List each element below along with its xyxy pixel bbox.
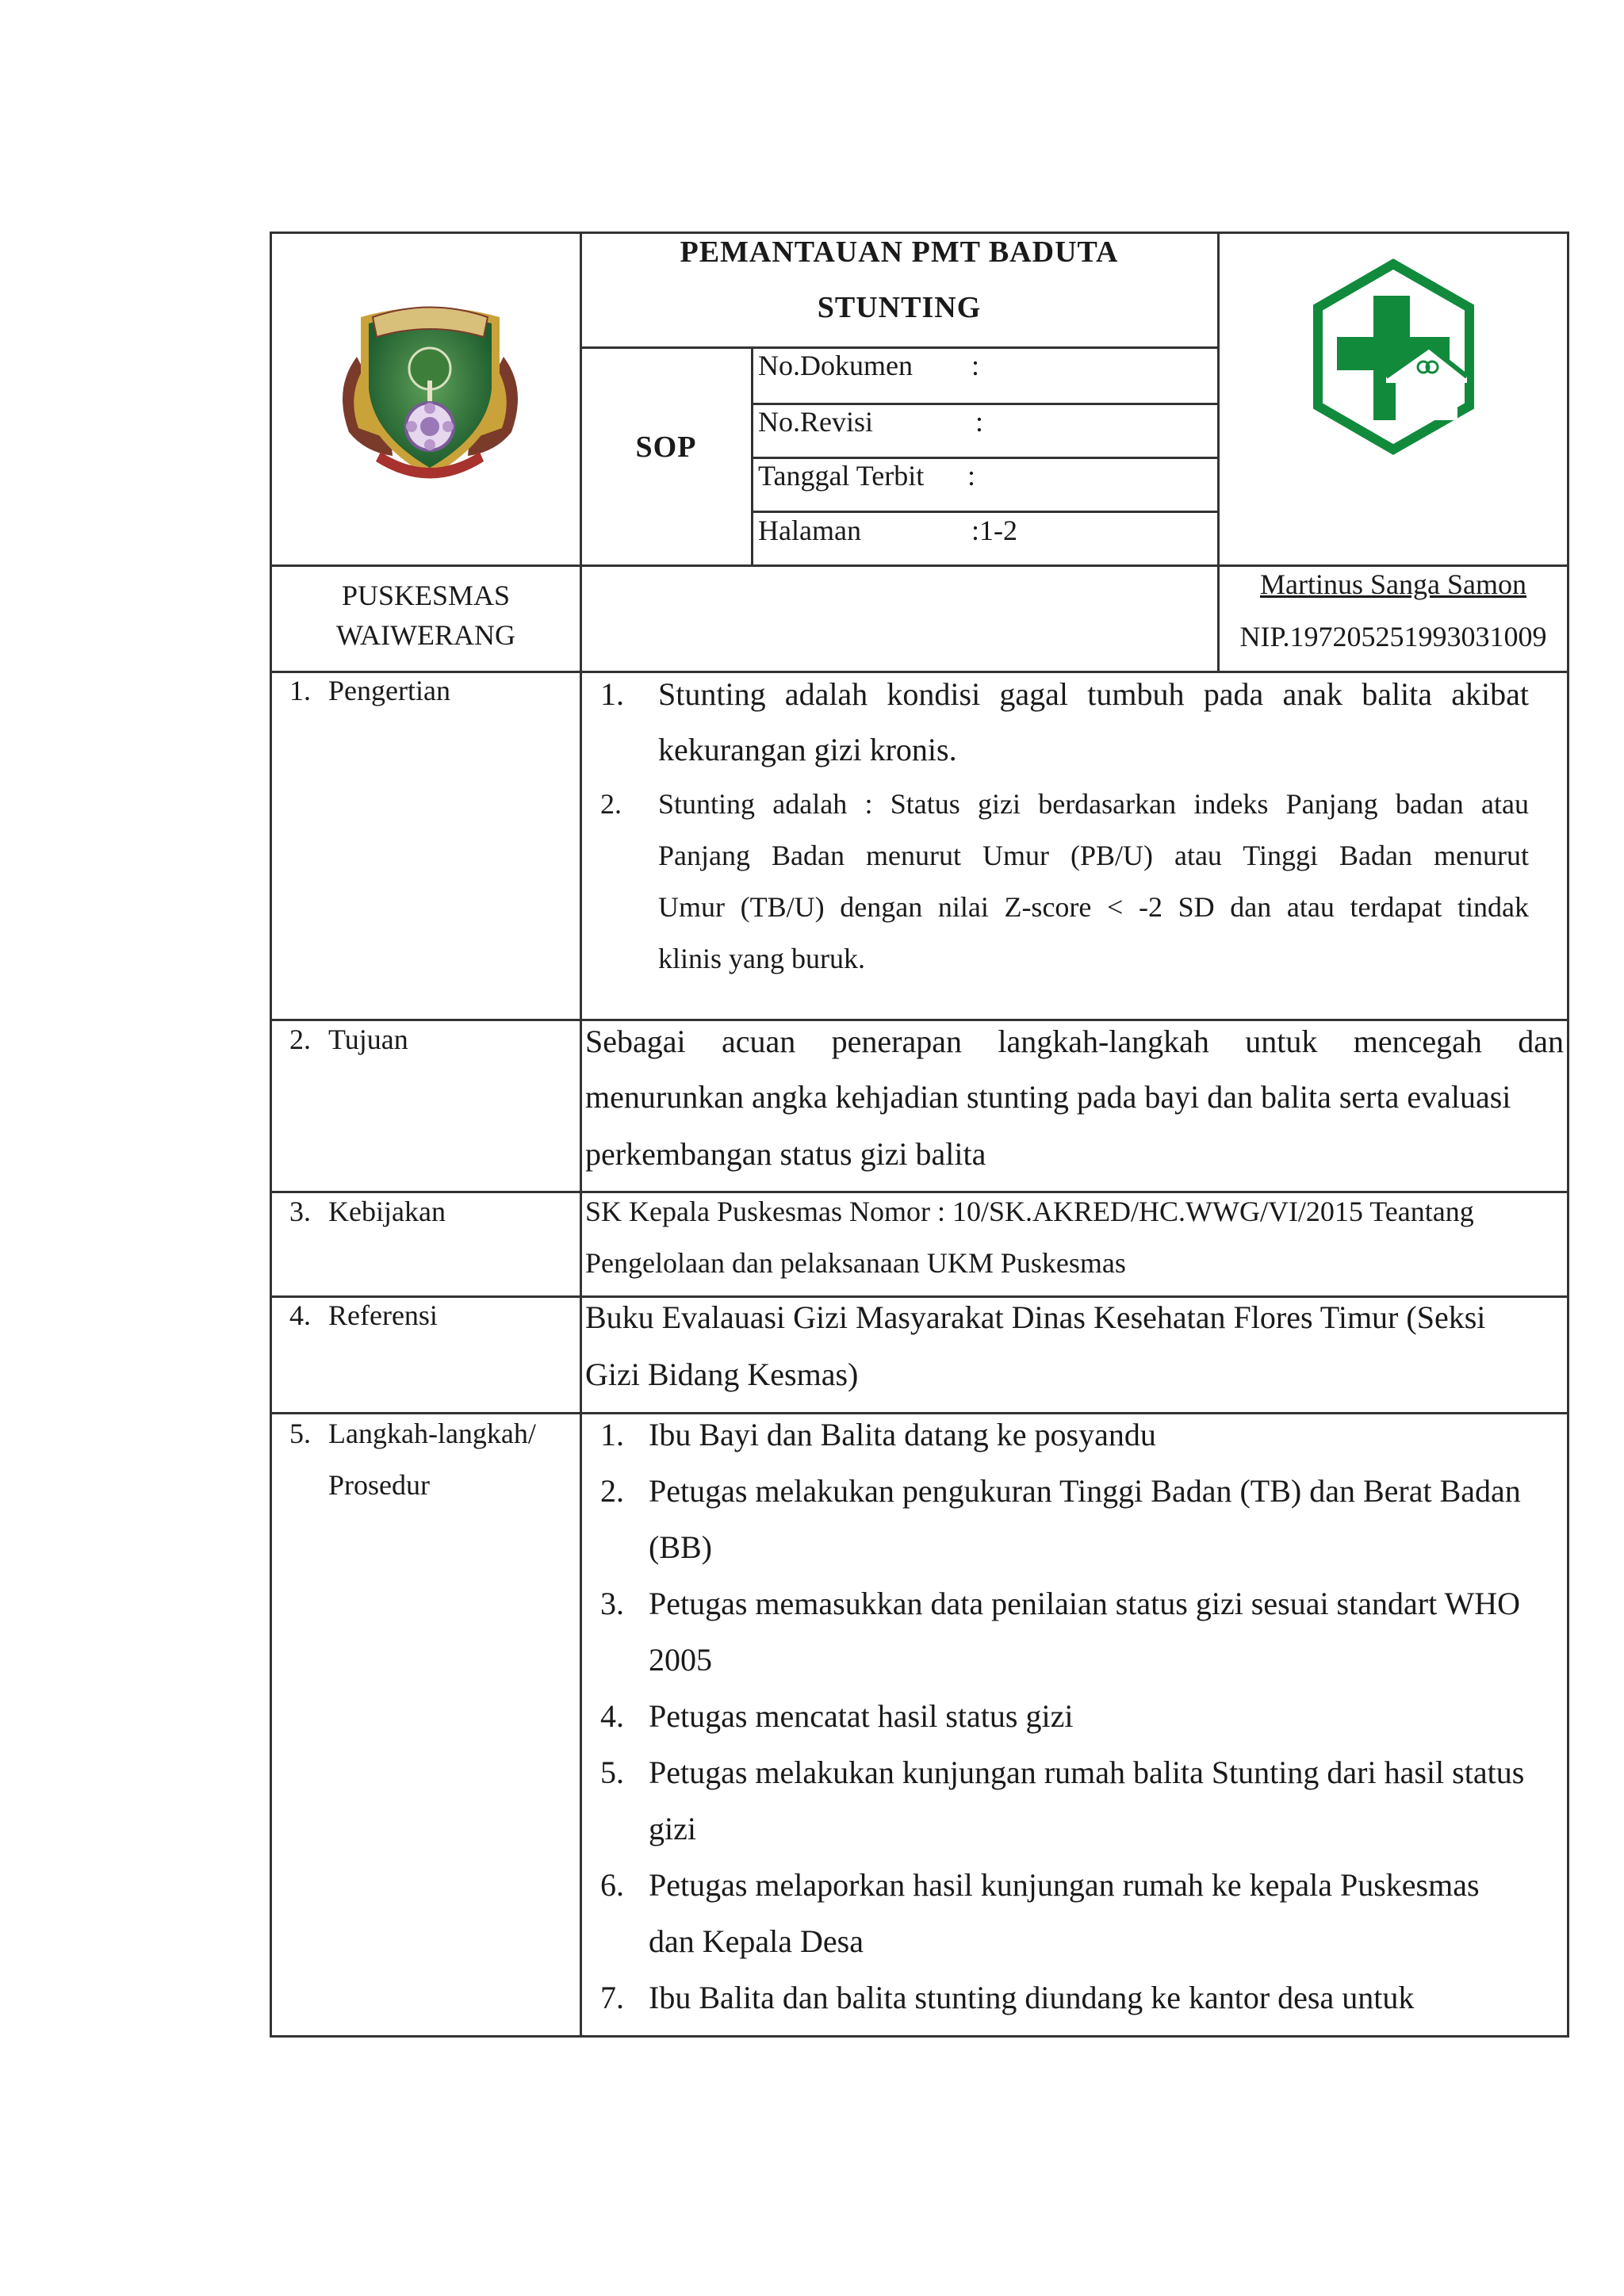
prosedur-step4-line1: Petugas mencatat hasil status gizi <box>649 1698 1074 1734</box>
referensi-line2: Gizi Bidang Kesmas) <box>585 1357 859 1392</box>
border-top <box>270 232 1569 234</box>
section-label-prosedur-line2: Prosedur <box>328 1469 430 1501</box>
prosedur-step7-line1: Ibu Balita dan balita stunting diundang ke kantor desa untuk <box>649 1980 1415 2015</box>
tujuan-line3: perkembangan status gizi balita <box>585 1136 986 1172</box>
prosedur-step5-line2: gizi <box>649 1811 696 1846</box>
border-kebijakan-bottom <box>270 1295 1569 1298</box>
pengertian-item2-line2: Panjang Badan menurut Umur (PB/U) atau Tinggi Badan menurut <box>658 840 1529 871</box>
border-right <box>1567 232 1569 2038</box>
tujuan-line2: menurunkan angka kehjadian stunting pada bayi dan balita serta evaluasi <box>585 1079 1511 1115</box>
prosedur-step2-line2: (BB) <box>649 1529 712 1565</box>
tujuan-line1: Sebagai acuan penerapan langkah-langkah untuk mencegah dan <box>585 1024 1564 1059</box>
border-org-bottom <box>270 671 1569 673</box>
border-left <box>270 232 272 2038</box>
document-title-line2: STUNTING <box>817 291 982 324</box>
signatory-name: Martinus Sanga Samon <box>1260 568 1526 600</box>
section-label-pengertian: Pengertian <box>328 675 450 706</box>
pengertian-item1-line2: kekurangan gizi kronis. <box>658 732 957 767</box>
section-number-pengertian: 1. <box>289 675 311 706</box>
meta-label-tanggal-terbit: Tanggal Terbit <box>758 460 925 492</box>
border-referensi-bottom <box>270 1412 1569 1414</box>
sop-label: SOP <box>635 430 697 464</box>
border-bottom <box>270 2035 1569 2038</box>
section-number-kebijakan: 3. <box>289 1196 311 1227</box>
prosedur-step3-line2: 2005 <box>649 1642 712 1678</box>
prosedur-step3-line1: Petugas memasukkan data penilaian status gizi sesuai standart WHO <box>649 1586 1520 1621</box>
org-name-line1: PUSKESMAS <box>341 580 511 611</box>
kebijakan-line2: Pengelolaan dan pelaksanaan UKM Puskesmas <box>585 1247 1126 1279</box>
meta-value-halaman: :1-2 <box>971 515 1017 546</box>
meta-value-no-revisi: : <box>975 406 984 438</box>
prosedur-step4-number: 4. <box>600 1698 624 1734</box>
border-header-bottom <box>270 564 1569 567</box>
referensi-line1: Buku Evalauasi Gizi Masyarakat Dinas Kesehatan Flores Timur (Seksi <box>585 1299 1486 1335</box>
document-title-line1: PEMANTAUAN PMT BADUTA <box>680 235 1119 269</box>
prosedur-step6-line1: Petugas melaporkan hasil kunjungan rumah ke kepala Puskesmas <box>649 1867 1480 1903</box>
border-col-divider <box>580 232 582 2038</box>
meta-label-halaman: Halaman <box>758 515 861 546</box>
prosedur-step1-number: 1. <box>600 1417 624 1452</box>
section-label-referensi: Referensi <box>328 1299 438 1331</box>
prosedur-step5-number: 5. <box>600 1755 624 1790</box>
meta-label-no-revisi: No.Revisi <box>758 406 874 438</box>
kebijakan-line1: SK Kepala Puskesmas Nomor : 10/SK.AKRED/HC.WWG/VI/2015 Teantang <box>585 1196 1474 1227</box>
prosedur-step3-number: 3. <box>600 1586 624 1621</box>
border-meta-3 <box>751 511 1220 513</box>
section-label-prosedur-line1: Langkah-langkah/ <box>328 1418 536 1449</box>
prosedur-step6-line2: dan Kepala Desa <box>649 1923 864 1959</box>
org-name-line2: WAIWERANG <box>336 619 515 651</box>
pengertian-item1-line1: Stunting adalah kondisi gagal tumbuh pada anak balita akibat <box>658 676 1529 712</box>
regional-emblem-icon <box>325 293 535 484</box>
meta-value-tanggal-terbit: : <box>967 460 976 492</box>
pengertian-item1-number: 1. <box>600 676 624 712</box>
border-pengertian-bottom <box>270 1019 1569 1021</box>
prosedur-step7-number: 7. <box>600 1980 624 2015</box>
pengertian-item2-line1: Stunting adalah : Status gizi berdasarkan indeks Panjang badan atau <box>658 788 1529 820</box>
pengertian-item2-line4: klinis yang buruk. <box>658 943 865 974</box>
pengertian-item2-number: 2. <box>600 788 622 820</box>
border-tujuan-bottom <box>270 1191 1569 1193</box>
puskesmas-logo-icon <box>1308 258 1479 456</box>
section-label-kebijakan: Kebijakan <box>328 1196 446 1227</box>
signatory-nip: NIP.197205251993031009 <box>1239 621 1547 652</box>
meta-label-no-dokumen: No.Dokumen <box>758 350 913 381</box>
border-header-right <box>1217 232 1220 672</box>
meta-value-no-dokumen: : <box>971 350 980 381</box>
section-number-prosedur: 5. <box>289 1418 311 1449</box>
prosedur-step1-line1: Ibu Bayi dan Balita datang ke posyandu <box>649 1417 1156 1452</box>
section-number-tujuan: 2. <box>289 1024 311 1055</box>
pengertian-item2-line3: Umur (TB/U) dengan nilai Z-score < -2 SD dan atau terdapat tindak <box>658 891 1529 923</box>
section-number-referensi: 4. <box>289 1299 311 1331</box>
prosedur-step2-number: 2. <box>600 1473 624 1509</box>
section-label-tujuan: Tujuan <box>328 1024 408 1055</box>
prosedur-step6-number: 6. <box>600 1867 624 1903</box>
prosedur-step2-line1: Petugas melakukan pengukuran Tinggi Badan (TB) dan Berat Badan <box>649 1473 1521 1509</box>
prosedur-step5-line1: Petugas melakukan kunjungan rumah balita Stunting dari hasil status <box>649 1755 1525 1790</box>
